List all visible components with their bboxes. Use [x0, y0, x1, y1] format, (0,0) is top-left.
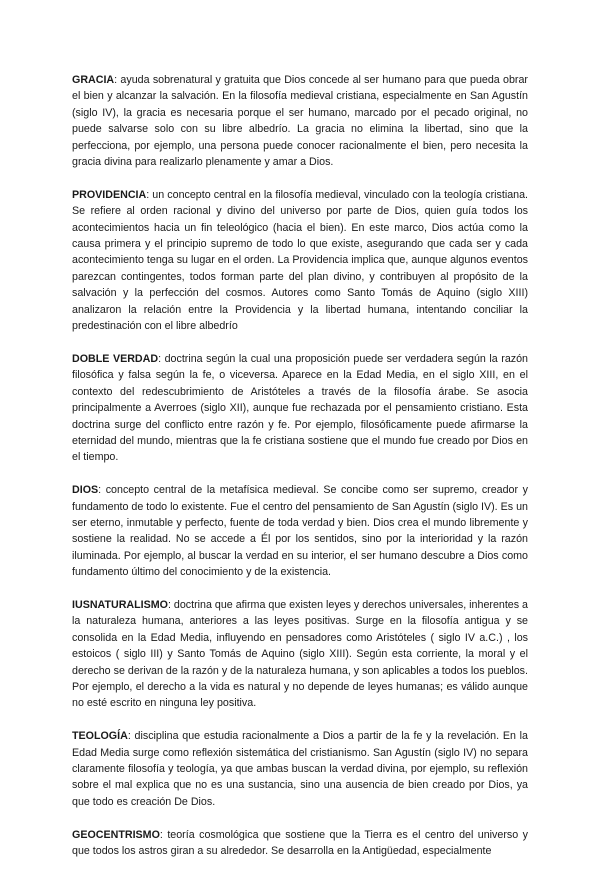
entry-geocentrismo [72, 827, 528, 860]
term-definition: : concepto central de la metafísica medieval. Se concibe como ser supremo, creador y fundamento de todo lo existente. Fue el centro del pensamiento de San Agustín (siglo IV). Es un ser eterno, inmutable y perfecto, fuente de toda verdad y bien. Dios crea el mundo libremente y sostiene la realidad. No se accede a Él por los sentidos, sino por la interioridad y la razón iluminada. Por ejemplo, al buscar la verdad en su interior, el ser humano descubre a Dios como fundamento último del conocimiento y de la existencia. [72, 484, 528, 579]
entry-providencia [72, 187, 528, 335]
term-heading: GRACIA [72, 74, 115, 86]
term-definition: : doctrina según la cual una proposición puede ser verdadera según la razón filosófica y falsa según la fe, o viceversa. Aparece en la Edad Media, en el siglo XIII, en el contexto del redescubrimiento de Aristóteles a través de la filosofía árabe. Se asocia principalmente a Averroes (siglo XII), aunque fue rechazada por el pensamiento cristiano. Esta doctrina surge del conflicto entre razón y fe. Por ejemplo, filosóficamente puede afirmarse la eternidad del mundo, mientras que la fe cristiana sostiene que el mundo fue creado por Dios en el tiempo. [72, 352, 528, 464]
term-heading: PROVIDENCIA [72, 188, 147, 201]
term-heading: TEOLOGÍA [72, 730, 128, 743]
term-heading: DOBLE VERDAD [72, 352, 159, 365]
entry-iusnaturalismo [72, 597, 528, 712]
entry-doble-verdad [72, 351, 528, 466]
term-heading: IUSNATURALISMO [72, 598, 168, 611]
term-heading: GEOCENTRISMO [72, 828, 160, 841]
term-definition: : ayuda sobrenatural y gratuita que Dios concede al ser humano para que pueda obrar el bien y alcanzar la salvación. En la filosofía medieval cristiana, especialmente en San Agustín (siglo IV), la gracia es necesaria porque el ser humano, marcado por el pecado original, no puede salvarse solo con su libre albedrío. La gracia no elimina la libertad, sino que la perfecciona, por ejemplo, una persona puede conocer racionalmente el bien, pero necesita la gracia divina para realizarlo plenamente y amar a Dios. [72, 74, 528, 169]
term-heading: DIOS [72, 484, 99, 497]
term-definition: : teoría cosmológica que sostiene que la Tierra es el centro del universo y que todos los astros giran a su alrededor. Se desarrolla en la Antigüedad, especialmente [72, 828, 528, 857]
document-page [72, 72, 528, 876]
term-definition: : doctrina que afirma que existen leyes y derechos universales, inherentes a la naturaleza humana, anteriores a las leyes positivas. Surge en la filosofía antigua y se consolida en la Edad Media, influyendo en pensadores como Aristóteles ( siglo IV a.C.) , los estoicos ( siglo III) y Santo Tomás de Aquino (siglo XIII). Según esta corriente, la moral y el derecho se derivan de la razón y de la naturaleza humana, y son aplicables a todos los pueblos. Por ejemplo, el derecho a la vida es natural y no depende de leyes humanas; es válido aunque no esté escrito en ninguna ley positiva. [72, 598, 528, 710]
entry-gracia [72, 72, 528, 170]
term-definition: : disciplina que estudia racionalmente a Dios a partir de la fe y la revelación. En la Edad Media surge como reflexión sistemática del cristianismo. San Agustín (siglo IV) no separa claramente filosofía y teología, ya que ambas buscan la verdad divina, por ejemplo, su reflexión sobre el mal explica que no es una sustancia, sino una ausencia de bien creado por Dios, ya que todo es creación De Dios. [72, 730, 528, 808]
entry-dios [72, 482, 528, 580]
term-definition: : un concepto central en la filosofía medieval, vinculado con la teología cristiana. Se refiere al orden racional y divino del universo por parte de Dios, quien guía todos los acontecimientos hacia un fin teleológico (hacia el bien). En este marco, Dios actúa como la causa primera y el principio supremo de todo lo que existe, asegurando que cada ser y cada acontecimiento tenga su lugar en el orden. La Providencia implica que, aunque algunos eventos parezcan contingentes, todos forman parte del plan divino, y contribuyen al propósito de la salvación y la perfección del cosmos. Autores como Santo Tomás de Aquino (siglo XIII) analizaron la relación entre la Providencia y la libertad humana, intentando conciliar la predestinación con el libre albedrío [72, 188, 528, 333]
entry-teologia [72, 728, 528, 810]
